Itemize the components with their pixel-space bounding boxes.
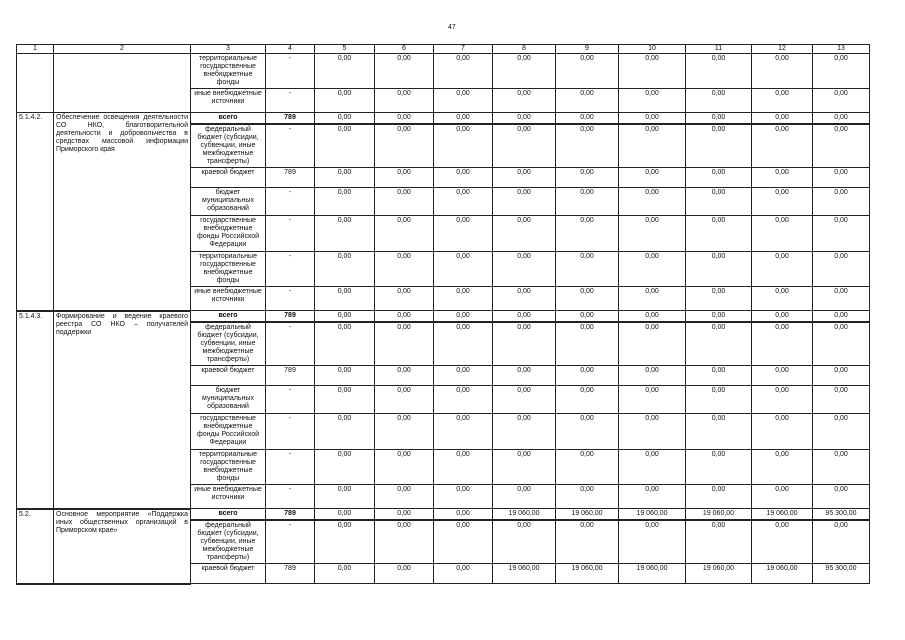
amount-cell: 0,00	[686, 188, 752, 216]
ministry-code: -	[266, 414, 315, 450]
amount-cell: 0,00	[556, 89, 619, 113]
amount-cell: 0,00	[752, 386, 813, 414]
funding-source: краевой бюджет	[191, 168, 266, 188]
amount-cell: 0,00	[619, 252, 686, 287]
amount-cell: 0,00	[813, 311, 870, 323]
amount-cell: 0,00	[619, 386, 686, 414]
amount-cell: 0,00	[686, 414, 752, 450]
header-cell: 4	[266, 45, 315, 54]
amount-cell: 0,00	[619, 89, 686, 113]
amount-cell: 0,00	[434, 113, 493, 125]
amount-cell: 0,00	[752, 252, 813, 287]
amount-cell: 0,00	[434, 414, 493, 450]
amount-cell: 19 060,00	[686, 564, 752, 584]
ministry-code: -	[266, 89, 315, 113]
amount-cell: 0,00	[434, 188, 493, 216]
amount-cell: 0,00	[556, 386, 619, 414]
ministry-code: 789	[266, 509, 315, 521]
amount-cell: 0,00	[752, 168, 813, 188]
funding-source: иные внебюджетные источники	[191, 485, 266, 509]
ministry-code: -	[266, 188, 315, 216]
amount-cell: 0,00	[619, 216, 686, 252]
amount-cell: 0,00	[375, 113, 434, 125]
amount-cell: 0,00	[813, 188, 870, 216]
amount-cell: 0,00	[375, 450, 434, 485]
amount-cell: 0,00	[619, 168, 686, 188]
ministry-code: -	[266, 450, 315, 485]
amount-cell: 0,00	[619, 322, 686, 366]
amount-cell: 0,00	[434, 520, 493, 564]
amount-cell: 0,00	[752, 311, 813, 323]
amount-cell: 0,00	[686, 113, 752, 125]
amount-cell: 0,00	[493, 124, 556, 168]
ministry-code: 789	[266, 168, 315, 188]
item-name: Основное мероприятие «Поддержка иных общественных организаций в Приморском крае»	[54, 509, 191, 584]
item-name: Обеспечение освещения деятельности СО НКО, благотворительной деятельности и добровольчества в средствах массовой информации Приморского края	[54, 113, 191, 311]
ministry-code: -	[266, 520, 315, 564]
amount-cell: 0,00	[315, 113, 375, 125]
amount-cell: 0,00	[813, 414, 870, 450]
amount-cell: 0,00	[493, 54, 556, 89]
amount-cell: 0,00	[375, 216, 434, 252]
amount-cell: 0,00	[434, 287, 493, 311]
funding-source: федеральный бюджет (субсидии, субвенции, иные межбюджетные трансферты)	[191, 124, 266, 168]
amount-cell: 0,00	[556, 188, 619, 216]
amount-cell: 0,00	[813, 322, 870, 366]
amount-cell: 0,00	[434, 311, 493, 323]
amount-cell: 0,00	[434, 509, 493, 521]
amount-cell: 0,00	[556, 414, 619, 450]
header-row	[17, 45, 870, 54]
amount-cell: 0,00	[493, 311, 556, 323]
ministry-code: 789	[266, 311, 315, 323]
amount-cell: 0,00	[375, 311, 434, 323]
amount-cell: 0,00	[619, 124, 686, 168]
amount-cell: 0,00	[752, 414, 813, 450]
amount-cell: 0,00	[813, 252, 870, 287]
amount-cell: 0,00	[434, 564, 493, 584]
ministry-code: 789	[266, 113, 315, 125]
amount-cell: 0,00	[813, 450, 870, 485]
amount-cell: 0,00	[752, 216, 813, 252]
amount-cell: 0,00	[556, 366, 619, 386]
amount-cell: 19 060,00	[686, 509, 752, 521]
amount-cell: 0,00	[686, 520, 752, 564]
header-cell: 13	[813, 45, 870, 54]
amount-cell: 0,00	[375, 89, 434, 113]
amount-cell: 0,00	[434, 386, 493, 414]
amount-cell: 0,00	[813, 366, 870, 386]
amount-cell: 0,00	[375, 509, 434, 521]
amount-cell: 0,00	[375, 287, 434, 311]
amount-cell: 0,00	[434, 124, 493, 168]
item-code: 5.1.4.2.	[17, 113, 54, 311]
ministry-code: -	[266, 287, 315, 311]
amount-cell: 0,00	[813, 520, 870, 564]
ministry-code: -	[266, 485, 315, 509]
amount-cell: 0,00	[375, 252, 434, 287]
funding-source: территориальные государственные внебюджетные фонды	[191, 450, 266, 485]
amount-cell: 0,00	[619, 311, 686, 323]
amount-cell: 0,00	[434, 322, 493, 366]
amount-cell: 0,00	[752, 520, 813, 564]
amount-cell: 0,00	[434, 485, 493, 509]
amount-cell: 0,00	[315, 386, 375, 414]
amount-cell: 0,00	[556, 54, 619, 89]
header-cell: 2	[54, 45, 191, 54]
amount-cell: 0,00	[315, 520, 375, 564]
header-cell: 6	[375, 45, 434, 54]
amount-cell: 0,00	[752, 366, 813, 386]
item-code: 5.2.	[17, 509, 54, 584]
amount-cell: 0,00	[813, 485, 870, 509]
amount-cell: 0,00	[493, 89, 556, 113]
funding-source: федеральный бюджет (субсидии, субвенции, иные межбюджетные трансферты)	[191, 322, 266, 366]
amount-cell: 0,00	[434, 168, 493, 188]
amount-cell: 0,00	[434, 366, 493, 386]
amount-cell: 0,00	[686, 366, 752, 386]
amount-cell: 0,00	[493, 520, 556, 564]
amount-cell: 0,00	[686, 322, 752, 366]
funding-source: иные внебюджетные источники	[191, 287, 266, 311]
amount-cell: 19 060,00	[752, 564, 813, 584]
table-row	[17, 54, 870, 89]
header-cell: 3	[191, 45, 266, 54]
header-cell: 1	[17, 45, 54, 54]
amount-cell: 0,00	[493, 414, 556, 450]
amount-cell: 0,00	[375, 414, 434, 450]
amount-cell: 0,00	[493, 287, 556, 311]
amount-cell: 0,00	[434, 252, 493, 287]
funding-source: бюджет муниципальных образований	[191, 386, 266, 414]
amount-cell: 0,00	[493, 450, 556, 485]
amount-cell: 0,00	[619, 485, 686, 509]
amount-cell: 0,00	[315, 450, 375, 485]
header-cell: 10	[619, 45, 686, 54]
amount-cell: 0,00	[556, 113, 619, 125]
amount-cell: 0,00	[315, 485, 375, 509]
amount-cell: 0,00	[315, 311, 375, 323]
funding-source: всего	[191, 311, 266, 323]
amount-cell: 0,00	[556, 252, 619, 287]
page-number: 47	[448, 24, 456, 31]
ministry-code: 789	[266, 564, 315, 584]
item-name	[54, 54, 191, 113]
amount-cell: 0,00	[813, 54, 870, 89]
amount-cell: 0,00	[813, 168, 870, 188]
amount-cell: 19 060,00	[556, 509, 619, 521]
amount-cell: 0,00	[686, 89, 752, 113]
amount-cell: 0,00	[375, 485, 434, 509]
amount-cell: 0,00	[813, 287, 870, 311]
amount-cell: 0,00	[556, 450, 619, 485]
amount-cell: 0,00	[619, 366, 686, 386]
amount-cell: 0,00	[315, 89, 375, 113]
amount-cell: 0,00	[619, 113, 686, 125]
table-row	[17, 509, 870, 521]
amount-cell: 0,00	[686, 485, 752, 509]
amount-cell: 0,00	[686, 54, 752, 89]
amount-cell: 0,00	[434, 89, 493, 113]
amount-cell: 0,00	[493, 322, 556, 366]
header-cell: 8	[493, 45, 556, 54]
amount-cell: 0,00	[686, 287, 752, 311]
funding-source: территориальные государственные внебюджетные фонды	[191, 252, 266, 287]
amount-cell: 0,00	[434, 54, 493, 89]
amount-cell: 0,00	[686, 252, 752, 287]
header-cell: 9	[556, 45, 619, 54]
ministry-code: -	[266, 54, 315, 89]
item-code	[17, 54, 54, 113]
amount-cell: 0,00	[686, 386, 752, 414]
funding-source: бюджет муниципальных образований	[191, 188, 266, 216]
amount-cell: 0,00	[619, 450, 686, 485]
header-cell: 7	[434, 45, 493, 54]
amount-cell: 0,00	[315, 287, 375, 311]
funding-source: всего	[191, 509, 266, 521]
amount-cell: 0,00	[315, 322, 375, 366]
amount-cell: 0,00	[619, 287, 686, 311]
amount-cell: 0,00	[813, 216, 870, 252]
amount-cell: 0,00	[375, 124, 434, 168]
amount-cell: 0,00	[686, 216, 752, 252]
amount-cell: 0,00	[315, 54, 375, 89]
amount-cell: 0,00	[752, 450, 813, 485]
amount-cell: 0,00	[375, 564, 434, 584]
amount-cell: 0,00	[315, 414, 375, 450]
amount-cell: 0,00	[686, 168, 752, 188]
amount-cell: 0,00	[813, 386, 870, 414]
amount-cell: 0,00	[556, 322, 619, 366]
amount-cell: 0,00	[813, 113, 870, 125]
amount-cell: 19 060,00	[493, 509, 556, 521]
amount-cell: 0,00	[493, 366, 556, 386]
amount-cell: 19 060,00	[556, 564, 619, 584]
amount-cell: 19 060,00	[619, 564, 686, 584]
amount-cell: 0,00	[752, 485, 813, 509]
amount-cell: 0,00	[752, 113, 813, 125]
amount-cell: 0,00	[375, 188, 434, 216]
amount-cell: 0,00	[556, 311, 619, 323]
ministry-code: -	[266, 386, 315, 414]
amount-cell: 0,00	[556, 485, 619, 509]
amount-cell: 0,00	[434, 450, 493, 485]
amount-cell: 0,00	[315, 252, 375, 287]
amount-cell: 19 060,00	[493, 564, 556, 584]
amount-cell: 0,00	[813, 124, 870, 168]
funding-source: всего	[191, 113, 266, 125]
funding-source: краевой бюджет	[191, 564, 266, 584]
header-cell: 11	[686, 45, 752, 54]
ministry-code: -	[266, 252, 315, 287]
amount-cell: 0,00	[556, 168, 619, 188]
amount-cell: 19 060,00	[619, 509, 686, 521]
amount-cell: 0,00	[375, 520, 434, 564]
amount-cell: 0,00	[315, 168, 375, 188]
amount-cell: 0,00	[686, 450, 752, 485]
amount-cell: 0,00	[752, 188, 813, 216]
amount-cell: 0,00	[556, 520, 619, 564]
amount-cell: 0,00	[493, 188, 556, 216]
amount-cell: 19 060,00	[752, 509, 813, 521]
table-row	[17, 311, 870, 323]
amount-cell: 0,00	[493, 485, 556, 509]
ministry-code: -	[266, 216, 315, 252]
amount-cell: 0,00	[556, 287, 619, 311]
table-row	[17, 113, 870, 125]
header-cell: 5	[315, 45, 375, 54]
amount-cell: 0,00	[619, 520, 686, 564]
amount-cell: 0,00	[556, 216, 619, 252]
amount-cell: 0,00	[556, 124, 619, 168]
amount-cell: 0,00	[315, 366, 375, 386]
amount-cell: 0,00	[315, 564, 375, 584]
amount-cell: 0,00	[375, 366, 434, 386]
amount-cell: 0,00	[752, 124, 813, 168]
amount-cell: 0,00	[686, 124, 752, 168]
amount-cell: 0,00	[375, 322, 434, 366]
amount-cell: 0,00	[493, 386, 556, 414]
amount-cell: 0,00	[434, 216, 493, 252]
amount-cell: 0,00	[619, 414, 686, 450]
header-cell: 12	[752, 45, 813, 54]
amount-cell: 0,00	[619, 188, 686, 216]
amount-cell: 0,00	[493, 168, 556, 188]
amount-cell: 0,00	[493, 216, 556, 252]
item-code: 5.1.4.3.	[17, 311, 54, 509]
funding-source: иные внебюджетные источники	[191, 89, 266, 113]
amount-cell: 0,00	[315, 188, 375, 216]
amount-cell: 0,00	[686, 311, 752, 323]
amount-cell: 95 300,00	[813, 509, 870, 521]
amount-cell: 0,00	[752, 54, 813, 89]
item-name: Формирование и ведение краевого реестра СО НКО – получателей поддержки	[54, 311, 191, 509]
ministry-code: -	[266, 124, 315, 168]
amount-cell: 0,00	[752, 287, 813, 311]
amount-cell: 0,00	[315, 509, 375, 521]
amount-cell: 0,00	[375, 168, 434, 188]
funding-source: федеральный бюджет (субсидии, субвенции, иные межбюджетные трансферты)	[191, 520, 266, 564]
funding-source: территориальные государственные внебюджетные фонды	[191, 54, 266, 89]
funding-source: краевой бюджет	[191, 366, 266, 386]
amount-cell: 0,00	[375, 54, 434, 89]
ministry-code: -	[266, 322, 315, 366]
amount-cell: 0,00	[813, 89, 870, 113]
amount-cell: 0,00	[315, 124, 375, 168]
budget-table	[16, 44, 870, 585]
funding-source: государственные внебюджетные фонды Российской Федерации	[191, 216, 266, 252]
ministry-code: 789	[266, 366, 315, 386]
funding-source: государственные внебюджетные фонды Российской Федерации	[191, 414, 266, 450]
amount-cell: 0,00	[752, 89, 813, 113]
amount-cell: 0,00	[375, 386, 434, 414]
amount-cell: 0,00	[752, 322, 813, 366]
amount-cell: 0,00	[493, 113, 556, 125]
amount-cell: 0,00	[493, 252, 556, 287]
amount-cell: 95 300,00	[813, 564, 870, 584]
amount-cell: 0,00	[315, 216, 375, 252]
amount-cell: 0,00	[619, 54, 686, 89]
